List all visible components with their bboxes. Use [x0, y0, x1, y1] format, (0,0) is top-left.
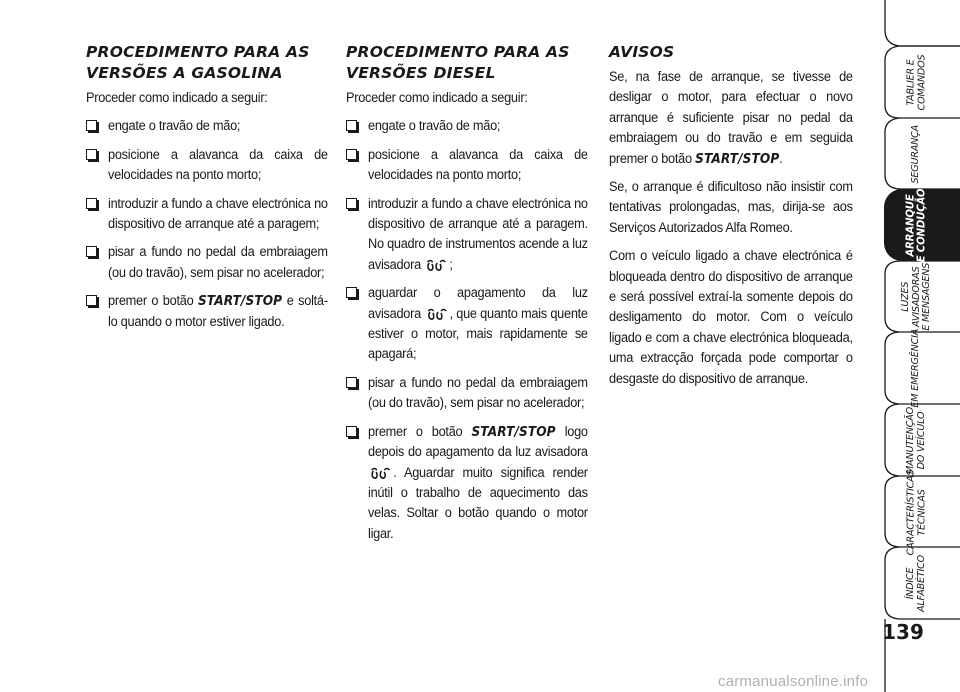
tab-manutencao-do-veiculo[interactable]: MANUTENÇÃO DO VEÍCULO	[904, 406, 927, 474]
glow-plug-warning-icon	[426, 259, 448, 272]
checkbox-bullet-icon	[346, 377, 357, 388]
tab-tablier-e-comandos[interactable]: TABLIER E COMANDOS	[904, 54, 927, 110]
checkbox-bullet-icon	[346, 426, 357, 437]
tab-indice-alfabetico[interactable]: ÍNDICE ALFABÉTICO	[904, 554, 927, 612]
start-stop-label: START/STOP	[695, 150, 780, 167]
intro-text: Proceder como indicado a seguir:	[86, 90, 268, 106]
start-stop-label: START/STOP	[197, 293, 283, 310]
checkbox-bullet-icon	[346, 198, 357, 209]
checkbox-bullet-icon	[86, 198, 97, 209]
tab-em-emergencia[interactable]: EM EMERGÊNCIA	[910, 328, 922, 408]
checkbox-bullet-icon	[86, 149, 97, 160]
list-item: pisar a fundo no pedal da embraiagem (ou do travão), sem pisar no acelerador;	[86, 242, 328, 283]
gasoline-procedure-section	[86, 42, 328, 340]
page-number: 139	[882, 620, 924, 644]
diesel-procedure-section	[346, 42, 588, 552]
list-item: introduzir a fundo a chave electrónica no dispositivo de arranque até a paragem. No quadro de instrumentos acende a luz avisadora ;	[346, 194, 588, 276]
checkbox-bullet-icon	[346, 149, 357, 160]
list-item: engate o travão de mão;	[346, 116, 588, 136]
warnings-section	[609, 42, 853, 397]
tab-seguranca[interactable]: SEGURANÇA	[910, 124, 922, 184]
section-heading: PROCEDIMENTO PARA AS VERSÕES DIESEL	[346, 43, 570, 82]
checkbox-bullet-icon	[86, 246, 97, 257]
intro-text: Proceder como indicado a seguir:	[346, 90, 528, 106]
glow-plug-warning-icon	[370, 467, 392, 480]
step-list	[86, 116, 328, 332]
checkbox-bullet-icon	[86, 295, 97, 306]
tab-arranque-e-conducao[interactable]: ARRANQUE E CONDUÇÃO	[904, 188, 927, 262]
glow-plug-warning-icon	[426, 308, 448, 321]
warning-paragraph: Se, na fase de arranque, se tivesse de desligar o motor, para efectuar o novo arranque é suficiente pisar no pedal da embraiagem ou do travão e em seguida premer o botão START/STOP.	[609, 69, 853, 167]
tab-luzes-avisadoras[interactable]: LUZES AVISADORAS E MENSAGENS	[899, 263, 932, 331]
list-item: posicione a alavanca da caixa de velocidades na ponto morto;	[86, 145, 328, 186]
checkbox-bullet-icon	[346, 120, 357, 131]
tab-caracteristicas-tecnicas[interactable]: CARACTERÍSTICAS TÉCNICAS	[905, 469, 927, 555]
start-stop-label: START/STOP	[471, 423, 556, 440]
step-list	[346, 116, 588, 544]
checkbox-bullet-icon	[346, 287, 357, 298]
list-item: premer o botão START/STOP logo depois do apagamento da luz avisadora . Aguardar muito significa render inútil o trabalho de aquecimento das velas. Soltar o botão quando o motor ligar.	[346, 422, 588, 544]
warning-paragraph: Se, o arranque é dificultoso não insistir com tentativas prolongadas, mas, dirija-se aos Serviços Autorizados Alfa Romeo.	[609, 179, 853, 236]
list-item: introduzir a fundo a chave electrónica no dispositivo de arranque até a paragem;	[86, 194, 328, 235]
checkbox-bullet-icon	[86, 120, 97, 131]
list-item: premer o botão START/STOP e soltá-lo quando o motor estiver ligado.	[86, 291, 328, 332]
section-heading: AVISOS	[609, 43, 675, 61]
watermark-text: carmanualsonline.info	[718, 673, 869, 690]
list-item: engate o travão de mão;	[86, 116, 328, 136]
list-item: pisar a fundo no pedal da embraiagem (ou do travão), sem pisar no acelerador;	[346, 373, 588, 414]
warning-paragraph: Com o veículo ligado a chave electrónica é bloqueada dentro do dispositivo de arranque e será possível extraí-la somente depois do desligamento do motor. Com o veículo ligado e com a chave electrónica bloqueada, uma extracção forçada pode comportar o desgaste do dispositivo de arranque.	[609, 248, 853, 387]
section-heading: PROCEDIMENTO PARA AS VERSÕES A GASOLINA	[86, 43, 310, 82]
chapter-tabs	[873, 0, 960, 692]
list-item: aguardar o apagamento da luz avisadora , que quanto mais quente estiver o motor, mais rapidamente se apagará;	[346, 283, 588, 365]
list-item: posicione a alavanca da caixa de velocidades na ponto morto;	[346, 145, 588, 186]
